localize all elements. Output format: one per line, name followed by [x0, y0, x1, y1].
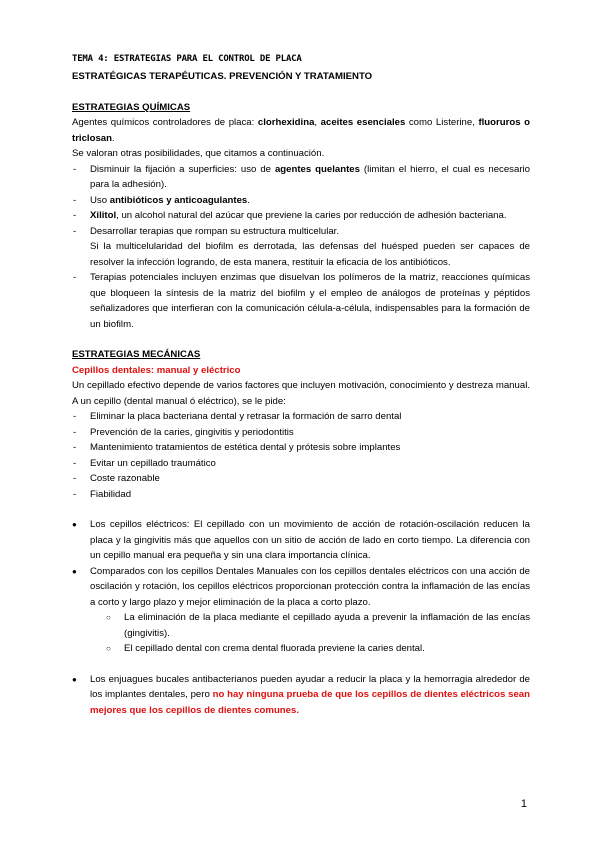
list-item: - Xilitol, un alcohol natural del azúcar que previene la caries por reducción de adhesión bacteriana. — [73, 210, 507, 221]
document-subtitle: ESTRATÉGICAS TERAPÉUTICAS. PREVENCIÓN Y TRATAMIENTO — [72, 71, 373, 82]
requirements-list — [72, 409, 530, 502]
list-item: ● Los enjuagues bucales antibacterianos pueden ayudar a reducir la placa y la hemorragia alrededor de los implantes dentales, pero no hay ninguna prueba de que los cepillos de dientes eléctricos sean mejores que los cepillos de dientes comunes. — [72, 673, 530, 716]
list-item: - Evitar un cepillado traumático — [73, 457, 216, 469]
chemical-strategies-list — [72, 162, 530, 333]
list-item: - Coste razonable — [73, 473, 160, 484]
document-body — [72, 52, 530, 718]
list-item: ● Los cepillos eléctricos: El cepillado con un movimiento de acción de rotación-oscilación reducen la placa y la gingivitis más que aquellos con un sitio de acción de lado en corto tiempo. La diferencia con un cepillo manual era pequeña y sin una clara importancia clínica. — [72, 519, 530, 561]
list-item: ○ La eliminación de la placa mediante el cepillado ayuda a prevenir la inflamación de las encías (gingivitis). — [106, 612, 530, 639]
sub-list — [106, 610, 530, 657]
chemical-intro-2: Se valoran otras posibilidades, que citamos a continuación. — [72, 148, 325, 159]
list-item: - Terapias potenciales incluyen enzimas que disuelvan los polímeros de la matriz, reacciones químicas que bloqueen la síntesis de la matriz del biofilm y el empleo de análogos de proteínas y péptidos señalizadores que interfieran con la comunicación célula-a-célula, indispensables para la formación de un biofilm. — [73, 272, 530, 330]
list-item: - Eliminar la placa bacteriana dental y retrasar la formación de sarro dental — [73, 411, 402, 422]
list-item: - Prevención de la caries, gingivitis y periodontitis — [73, 426, 294, 438]
list-item: - Fiabilidad — [73, 488, 132, 500]
mechanical-intro: Un cepillado efectivo depende de varios factores que incluyen motivación, conocimiento y destreza manual. A un cepillo (dental manual ó eléctrico), se le pide: — [72, 380, 530, 407]
toothbrush-findings-list — [72, 517, 530, 657]
chemical-heading: ESTRATEGIAS QUÍMICAS — [72, 101, 191, 113]
list-item: - Mantenimiento tratamientos de estética dental y prótesis sobre implantes — [73, 442, 401, 453]
list-item: - Uso antibióticos y anticoagulantes. — [73, 194, 250, 206]
page-number: 1 — [520, 798, 527, 810]
list-item: ○ El cepillado dental con crema dental fluorada previene la caries dental. — [106, 643, 425, 654]
mechanical-subheading: Cepillos dentales: manual y eléctrico — [72, 364, 241, 376]
document-title: TEMA 4: ESTRATEGIAS PARA EL CONTROL DE PLACA — [72, 54, 302, 64]
mechanical-heading: ESTRATEGIAS MECÁNICAS — [72, 349, 201, 360]
mouthwash-note-list — [72, 672, 530, 719]
list-item: - Desarrollar terapias que rompan su estructura multicelular. Si la multicelularidad del biofilm es derrotada, las defensas del huésped pueden ser capaces de resolver la infección logrando, de esta manera, restituir la eficacia de los antibióticos. — [73, 225, 530, 268]
chemical-intro: Agentes químicos controladores de placa: clorhexidina, aceites esenciales como Listerine, fluoruros o triclosan. — [72, 117, 530, 144]
list-item: - Disminuir la fijación a superficies: uso de agentes quelantes (limitan el hierro, el cual es necesario para la adhesión). — [73, 163, 530, 190]
list-item: ● Comparados con los cepillos Dentales Manuales con los cepillos dentales eléctricos con una acción de oscilación y rotación, los cepillos eléctricos proporcionan protección contra la inflamación de las encías a corto y largo plazo y mejor eliminación de la placa a corto plazo. ○ La eliminación de la placa mediante el cepillado ayuda a prevenir la inflamación de las encías (gingivitis). ○ El cepillado dental con crema dental fluorada previene la caries dental. — [72, 564, 530, 657]
